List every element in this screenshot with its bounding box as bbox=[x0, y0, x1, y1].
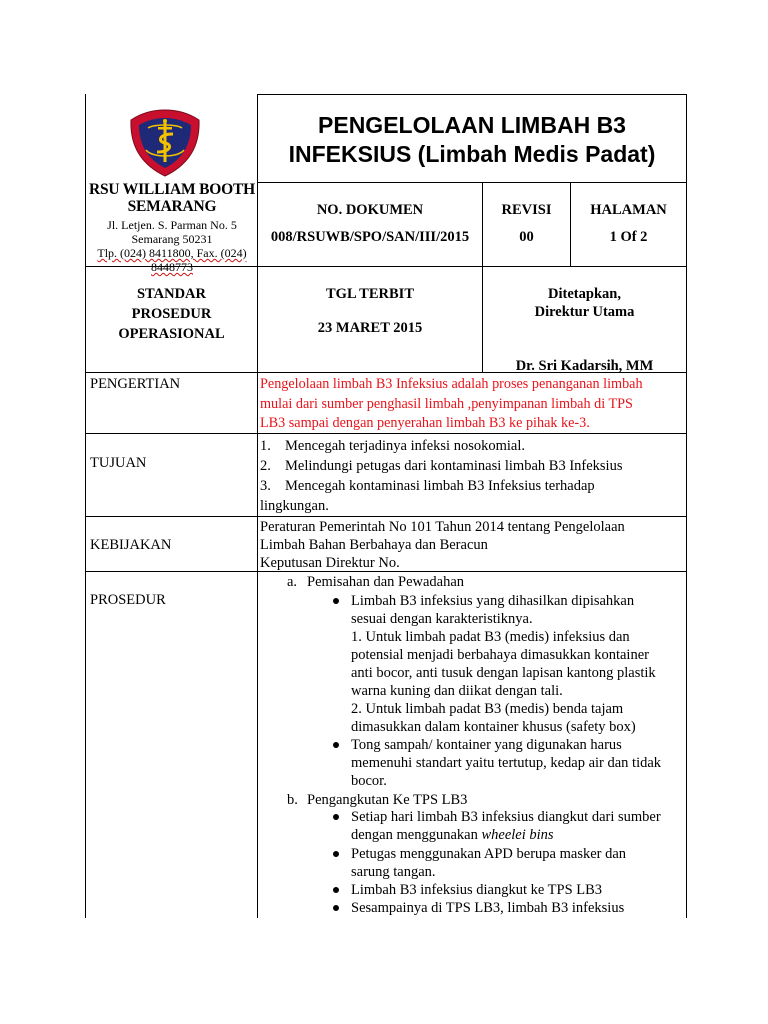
bullet-b3 bbox=[333, 887, 339, 893]
prosedur-b-title: Pengangkutan Ke TPS LB3 bbox=[307, 792, 468, 808]
pengertian-line2: mulai dari sumber penghasil limbah ,penyimpanan limbah di TPS bbox=[260, 395, 633, 412]
a-b2-line1: Tong sampah/ kontainer yang digunakan harus bbox=[351, 737, 622, 753]
prosedur-b-bullet1 bbox=[351, 808, 685, 844]
approver-name: Dr. Sri Kadarsih, MM bbox=[515, 358, 654, 374]
bullet-b2 bbox=[333, 851, 339, 857]
approval-line2: Direktur Utama bbox=[534, 304, 635, 320]
pengertian-text bbox=[260, 375, 685, 434]
a-b1-line1: Limbah B3 infeksius yang dihasilkan dipisahkan bbox=[351, 593, 635, 609]
a-b1-line2: sesuai dengan karakteristiknya. bbox=[351, 611, 533, 627]
kebijakan-line1: Peraturan Pemerintah No 101 Tahun 2014 tentang Pengelolaan bbox=[260, 519, 625, 535]
tujuan-item-1 bbox=[260, 436, 685, 456]
issue-date-cell bbox=[258, 285, 482, 337]
hospital-shield-logo bbox=[128, 108, 202, 178]
b-b1-line1: Setiap hari limbah B3 infeksius diangkut dari sumber bbox=[351, 809, 661, 825]
kebijakan-text bbox=[260, 518, 685, 572]
page-label: HALAMAN bbox=[590, 202, 667, 218]
prosedur-b-bullet3: Limbah B3 infeksius diangkut ke TPS LB3 bbox=[351, 882, 603, 898]
issue-date-value: 23 MARET 2015 bbox=[317, 320, 423, 336]
title-line1: PENGELOLAAN LIMBAH B3 bbox=[318, 112, 626, 138]
doc-number-label: NO. DOKUMEN bbox=[316, 202, 424, 218]
tujuan-item-2-text: Melindungi petugas dari kontaminasi limbah B3 Infeksius bbox=[285, 458, 623, 474]
hospital-phone: Tlp. (024) 8411800, Fax. (024) 8448773 bbox=[97, 246, 247, 274]
doc-number-cell bbox=[258, 201, 482, 246]
prosedur-b-marker: b. bbox=[287, 792, 298, 808]
tujuan-item-3-num: 3. bbox=[260, 478, 271, 494]
sop-line2: PROSEDUR bbox=[131, 306, 212, 322]
hospital-address bbox=[87, 218, 257, 274]
kebijakan-label: KEBIJAKAN bbox=[90, 537, 172, 553]
tujuan-item-1-num: 1. bbox=[260, 438, 271, 454]
page-value: 1 Of 2 bbox=[609, 229, 648, 245]
prosedur-a-marker: a. bbox=[287, 574, 298, 590]
revision-value: 00 bbox=[519, 229, 534, 245]
tujuan-item-1-text: Mencegah terjadinya infeksi nosokomial. bbox=[285, 438, 525, 454]
b-b1-line2: dengan menggunakan bbox=[351, 827, 482, 843]
revision-cell bbox=[483, 201, 570, 246]
prosedur-a-bullet1 bbox=[351, 592, 685, 736]
pengertian-label: PENGERTIAN bbox=[90, 376, 181, 392]
prosedur-b-bullet2 bbox=[351, 845, 685, 881]
approval-cell bbox=[483, 285, 686, 375]
tujuan-item-3-text: Mencegah kontaminasi limbah B3 Infeksius terhadap bbox=[285, 478, 595, 494]
prosedur-label: PROSEDUR bbox=[90, 592, 166, 608]
pengertian-line3: LB3 sampai dengan penyerahan limbah B3 ke pihak ke-3. bbox=[260, 415, 590, 431]
hospital-address-line1: Jl. Letjen. S. Parman No. 5 bbox=[107, 218, 237, 232]
prosedur-b-bullet4: Sesampainya di TPS LB3, limbah B3 infeksius bbox=[351, 900, 625, 916]
tujuan-list bbox=[260, 436, 685, 516]
hospital-address-line2: Semarang 50231 bbox=[131, 232, 213, 246]
tujuan-item-2-num: 2. bbox=[260, 458, 271, 474]
pengertian-line1: Pengelolaan limbah B3 Infeksius adalah proses penanganan limbah bbox=[260, 376, 643, 392]
prosedur-a-title: Pemisahan dan Pewadahan bbox=[307, 574, 465, 590]
prosedur-a-bullet2 bbox=[351, 736, 685, 790]
a-b1-line4: potensial menjadi berbahaya dimasukkan kontainer bbox=[351, 647, 649, 663]
hospital-name-line2: SEMARANG bbox=[127, 198, 217, 215]
b-b2-line2: sarung tangan. bbox=[351, 864, 436, 880]
hospital-name-line1: RSU WILLIAM BOOTH bbox=[89, 181, 255, 198]
a-b1-line8: dimasukkan dalam kontainer khusus (safety box) bbox=[351, 719, 636, 735]
sop-line3: OPERASIONAL bbox=[118, 326, 225, 342]
a-b1-line3: 1. Untuk limbah padat B3 (medis) infeksius dan bbox=[351, 629, 630, 645]
b-b1-line2-em: wheelei bins bbox=[481, 827, 554, 843]
hospital-name bbox=[87, 181, 257, 215]
a-b1-line7: 2. Untuk limbah padat B3 (medis) benda tajam bbox=[351, 701, 624, 717]
title-line2: INFEKSIUS (Limbah Medis Padat) bbox=[288, 141, 656, 167]
document-title bbox=[258, 111, 686, 169]
tujuan-item-2 bbox=[260, 456, 685, 476]
a-b2-line2: memenuhi standart yaitu tertutup, kedap air dan tidak bbox=[351, 755, 662, 771]
bullet-a2 bbox=[333, 742, 339, 748]
approval-line1: Ditetapkan, bbox=[548, 286, 621, 302]
bullet-b1 bbox=[333, 814, 339, 820]
a-b2-line3: bocor. bbox=[351, 773, 387, 789]
revision-label: REVISI bbox=[501, 202, 552, 218]
sop-label-cell bbox=[86, 285, 257, 343]
kebijakan-line2: Limbah Bahan Berbahaya dan Beracun bbox=[260, 537, 488, 553]
a-b1-line5: anti bocor, anti tusuk dengan lapisan kantong plastik bbox=[351, 665, 656, 681]
a-b1-line6: warna kuning dan diikat dengan tali. bbox=[351, 683, 563, 699]
page-cell bbox=[571, 201, 686, 246]
b-b2-line1: Petugas menggunakan APD berupa masker dan bbox=[351, 846, 627, 862]
issue-date-label: TGL TERBIT bbox=[326, 286, 414, 302]
tujuan-item-3-continued: lingkungan. bbox=[260, 498, 329, 514]
tujuan-item-3 bbox=[260, 476, 685, 496]
bullet-b4 bbox=[333, 905, 339, 911]
bullet-a1 bbox=[333, 598, 339, 604]
b-b1-line2-wrap bbox=[351, 826, 685, 844]
tujuan-label: TUJUAN bbox=[90, 455, 147, 471]
doc-number-value: 008/RSUWB/SPO/SAN/III/2015 bbox=[270, 229, 470, 245]
sop-line1: STANDAR bbox=[136, 286, 207, 302]
kebijakan-line3: Keputusan Direktur No. bbox=[260, 555, 400, 571]
